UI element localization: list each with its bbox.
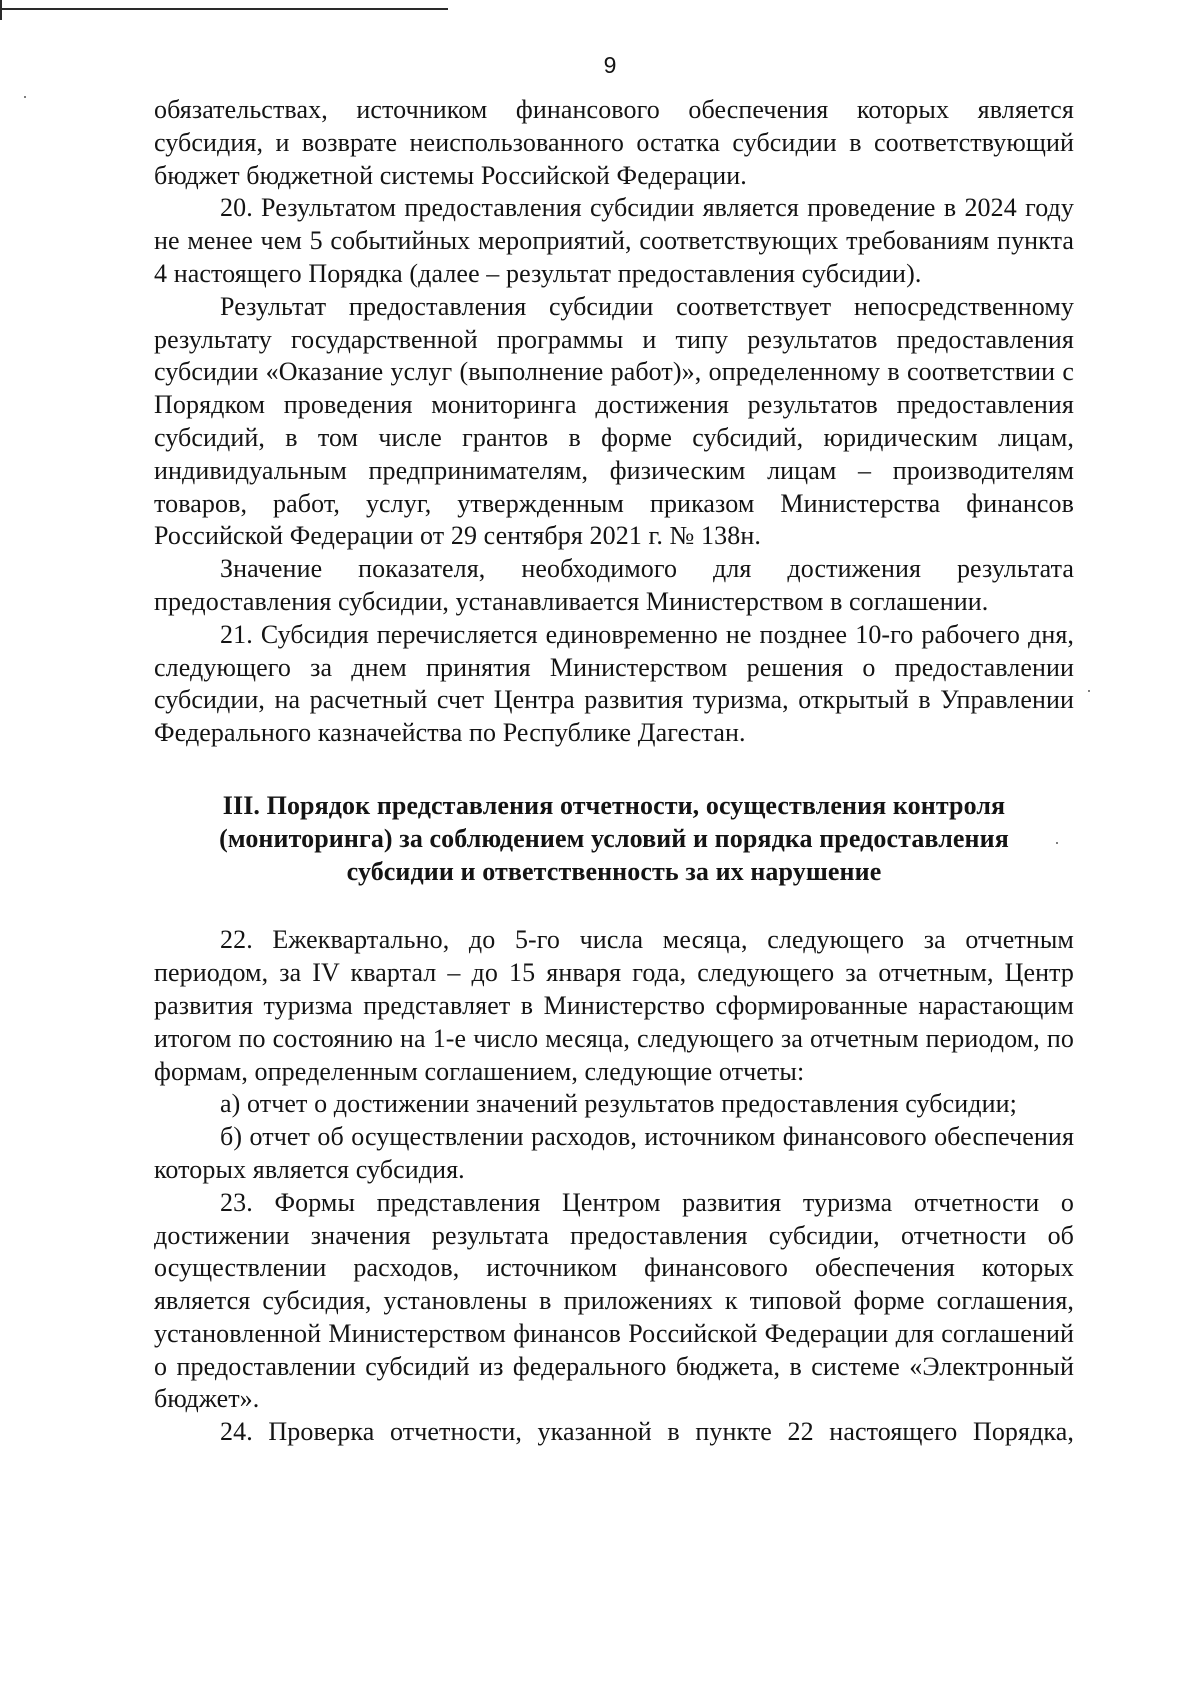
scan-speck xyxy=(24,96,26,98)
document-body xyxy=(154,94,1074,1449)
paragraph-20: 20. Результатом предоставления субсидии является проведение в 2024 году не менее чем 5 событийных мероприятий, соответствующих требованиям пункта 4 настоящего Порядка (далее – результат предоставления субсидии). xyxy=(154,193,1074,288)
page-number: 9 xyxy=(603,52,617,78)
paragraph-22-b: б) отчет об осуществлении расходов, источником финансового обеспечения которых является субсидия. xyxy=(154,1122,1074,1184)
paragraph-22-a: а) отчет о достижении значений результатов предоставления субсидии; xyxy=(220,1089,1017,1119)
paragraph-23: 23. Формы представления Центром развития туризма отчетности о достижении значения результата предоставления субсидии, отчетности об осуществлении расходов, источником финансового обеспечения которых является субсидия, установлены в приложениях к типовой форме соглашения, установленной Министерством финансов Российской Федерации для соглашений о предоставлении субсидий из федерального бюджета, в системе «Электронный бюджет». xyxy=(154,1187,1074,1414)
paragraph-21: 21. Субсидия перечисляется единовременно не позднее 10-го рабочего дня, следующего за днем принятия Министерством решения о предоставлении субсидии, на расчетный счет Центра развития туризма, открытый в Управлении Федерального казначейства по Республике Дагестан. xyxy=(154,619,1074,748)
paragraph-24: 24. Проверка отчетности, указанной в пункте 22 настоящего Порядка, xyxy=(220,1417,1074,1447)
paragraph-22: 22. Ежеквартально, до 5-го числа месяца, следующего за отчетным периодом, за IV квартал – до 15 января года, следующего за отчетным, Центр развития туризма представляет в Министерство сформированные нарастающим итогом по состоянию на 1-е число месяца, следующего за отчетным периодом, по формам, определенным соглашением, следующие отчеты: xyxy=(154,925,1074,1086)
paragraph-20-indicator: Значение показателя, необходимого для достижения результата предоставления субсидии, устанавливается Министерством в соглашении. xyxy=(154,554,1074,616)
paragraph-continuation: обязательствах, источником финансового обеспечения которых является субсидия, и возврате неиспользованного остатка субсидии в соответствующий бюджет бюджетной системы Российской Федерации. xyxy=(154,95,1074,190)
section-heading: III. Порядок представления отчетности, осуществления контроля (мониторинга) за соблюдением условий и порядка предоставления субсидии и ответственность за их нарушение xyxy=(219,790,1009,886)
scan-border-left xyxy=(0,0,2,20)
scan-border-top xyxy=(0,8,448,10)
paragraph-20-result: Результат предоставления субсидии соответствует непосредственному результату государственной программы и типу результатов предоставления субсидии «Оказание услуг (выполнение работ)», определенному в соответствии с Порядком проведения мониторинга достижения результатов предоставления субсидий, в том числе грантов в форме субсидий, юридическим лицам, индивидуальным предпринимателям, физическим лицам – производителям товаров, работ, услуг, утвержденным приказом Министерства финансов Российской Федерации от 29 сентября 2021 г. № 138н. xyxy=(154,291,1074,551)
scan-speck xyxy=(1088,690,1090,692)
